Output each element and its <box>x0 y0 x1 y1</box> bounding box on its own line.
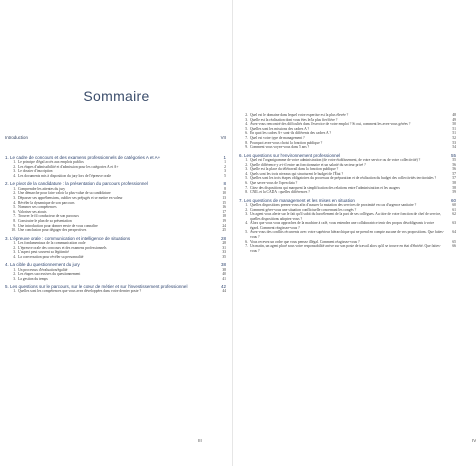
toc-entry-title: Un processus d'évaluation/égalité <box>18 267 68 272</box>
toc-entry-page: 59 <box>452 190 456 195</box>
toc-entry-page: 65 <box>452 239 456 244</box>
toc-entry-page: 10 <box>222 191 226 196</box>
toc-entry-number: 1. <box>13 240 16 245</box>
toc-entry-title: La conversation pour révéler sa personnalité <box>18 254 84 259</box>
toc-entry-page: 51 <box>452 126 456 131</box>
toc-entry-title: Nommer ses compétences <box>18 205 57 210</box>
toc-entry-number: 6. <box>13 209 16 214</box>
toc-entry-number: 1. <box>245 202 248 207</box>
toc-entry-number: 2. <box>245 162 248 167</box>
toc-entry-page: 48 <box>452 113 456 117</box>
toc-entry-page: 44 <box>222 289 226 294</box>
toc-chapter-page: 1 <box>223 154 226 160</box>
toc-entry-title: Vous recevez un ordre que vous pensez illégal. Comment réagissez-vous ? <box>250 239 360 244</box>
toc-entry[interactable] <box>5 228 226 233</box>
toc-entry-title: Valoriser ses atouts <box>18 209 47 214</box>
toc-introduction[interactable] <box>5 135 226 140</box>
toc-entry-page: 5 <box>224 173 226 178</box>
toc-entry-page: 63 <box>452 221 456 226</box>
toc-chapter-page: 8 <box>223 181 226 187</box>
toc-entry-page: 55 <box>452 157 456 162</box>
toc-entry-number: 7. <box>245 244 248 249</box>
toc-chapter-title: 4. La cible du questionnement du jury <box>5 262 80 268</box>
toc-chapter-page: 42 <box>220 284 226 290</box>
toc-entry-number: 2. <box>245 113 248 117</box>
toc-entry-title: Avez-vous rencontré des difficultés dans l'exercice de votre emploi ? Si oui, comment les avez-vous gérées ? <box>250 122 411 127</box>
toc-entry-number: 6. <box>245 239 248 244</box>
toc-entry[interactable] <box>5 277 226 282</box>
toc-entry-title: Que savez-vous de l'open data ? <box>250 180 298 185</box>
toc-entry-number: 3. <box>13 195 16 200</box>
toc-entry-page: 49 <box>452 117 456 122</box>
toc-entry-page: 66 <box>452 244 456 249</box>
toc-entry-page: 41 <box>222 276 226 281</box>
toc-entry-number: 4. <box>13 254 16 259</box>
toc-entry-page: 40 <box>222 272 226 277</box>
toc-introduction-label: Introduction <box>5 135 28 140</box>
toc-entry-title: Un matin, un agent placé sous votre responsabilité arrive sur son poste de travail alors qu'il se trouve en état d'ébriété. Que faites-vous ? <box>250 244 441 253</box>
toc-entry-number: 1. <box>13 160 16 165</box>
toc-entry[interactable] <box>239 244 456 253</box>
toc-entry-title: L'épreuve orale des concours et des examens professionnels <box>18 245 107 250</box>
toc-entry-page: 61 <box>452 207 456 212</box>
toc-chapter-page: 55 <box>450 152 456 158</box>
toc-chapter-title: 6. Les questions sur l'environnement professionnel <box>239 152 341 158</box>
toc-entry-number: 1. <box>13 186 16 191</box>
toc-entry-page: 17 <box>222 209 226 214</box>
toc-chapter-page: 38 <box>220 262 226 268</box>
toc-entry-number: 3. <box>245 167 248 172</box>
toc-entry-page: 35 <box>222 254 226 259</box>
toc-entry-title: Une démarche pour faire valoir la plus-value de sa candidature <box>18 191 111 196</box>
toc-entry-number: 5. <box>13 205 16 210</box>
toc-entry-page: 33 <box>222 250 226 255</box>
toc-entry-number: 3. <box>245 117 248 122</box>
toc-entry-page: 24 <box>222 223 226 228</box>
toc-chapter-title: 7. Les questions de management et les mises en situation <box>239 197 355 203</box>
toc-entry-page: 58 <box>452 185 456 190</box>
left-page <box>0 0 233 466</box>
toc-entry-page: 58 <box>452 180 456 185</box>
toc-entry-number: 1. <box>245 157 248 162</box>
toc-entry-number: 4. <box>245 221 248 226</box>
toc-entry-number: 9. <box>245 145 248 150</box>
toc-entry-title: Les étapes d'admissibilité et d'admission pour les catégories A et A+ <box>18 164 119 169</box>
toc-entry-number: 10. <box>11 228 16 233</box>
toc-entry-number: 4. <box>13 200 16 205</box>
toc-entry[interactable] <box>5 174 226 179</box>
toc-entry-title: En quoi les cadres A+ sont-ils différents des cadres A ? <box>250 131 332 136</box>
toc-entry-page: 28 <box>222 240 226 245</box>
toc-entry-number: 2. <box>13 164 16 169</box>
toc-entry-page: 38 <box>222 267 226 272</box>
toc-entry-title: Quelles dispositions prenez-vous afin d'assurer la mutation des services de proximité en cas d'urgence sanitaire ? <box>250 202 417 207</box>
toc-entry-number: 7. <box>13 214 16 219</box>
toc-entry-number: 5. <box>245 176 248 181</box>
toc-chapter-title: 2. Le pivot de la candidature : la présentation du parcours professionnel <box>5 181 148 187</box>
toc-entry-title: Quelles sont les missions des cadres A ? <box>250 126 310 131</box>
toc-entry-title: Quel est le domaine dans lequel votre expertise est la plus élevée ? <box>250 113 349 117</box>
toc-entry-number: 3. <box>13 250 16 255</box>
toc-entry-page: 16 <box>222 205 226 210</box>
toc-entry-title: Pourquoi avez-vous choisi la fonction publique ? <box>250 140 323 145</box>
toc-entry-page: 52 <box>452 135 456 140</box>
toc-left <box>5 152 226 294</box>
toc-entry[interactable] <box>239 230 456 239</box>
toc-entry-page: 57 <box>452 171 456 176</box>
toc-entry-page: 57 <box>452 176 456 181</box>
toc-entry-title: Quelle est la place du télétravail dans la fonction publique ? <box>250 167 339 172</box>
page-number-right: IV <box>472 438 476 443</box>
toc-entry-page: 25 <box>222 228 226 233</box>
toc-entry-title: Quel est votre type de management ? <box>250 135 305 140</box>
toc-entry-page: 15 <box>222 200 226 205</box>
toc-entry-title: Alors que vous vous approchez de la machine à café, vous entendez une collaboratrice tenir des propos désobligeants à votre égard. Comment réagissez-vous ? <box>250 221 435 230</box>
toc-entry[interactable] <box>5 255 226 260</box>
toc-entry-number: 4. <box>245 171 248 176</box>
toc-entry-number: 4. <box>13 173 16 178</box>
toc-entry-number: 6. <box>245 131 248 136</box>
toc-entry-number: 4. <box>245 122 248 127</box>
toc-entry-page: 3 <box>224 169 226 174</box>
toc-entry-page: 54 <box>452 145 456 150</box>
toc-entry-title: Citez des dispositions qui marquent la simplification des relations entre l'administration et les usagers <box>250 185 400 190</box>
toc-entry-number: 2. <box>13 245 16 250</box>
toc-entry-title: Avez-vous des conflits récurrents avec votre supérieur hiérarchique qui ne prend en compte aucune de vos propositions. Que faites-vous ? <box>250 230 444 240</box>
toc-entry-title: Comprendre les attentes du jury <box>18 186 66 191</box>
toc-entry-page: 13 <box>222 195 226 200</box>
toc-entry-title: Un agent vous alerte sur le fait qu'il subit du harcèlement de la part de ses collègues. Au titre de votre fonction de chef de service, quelles dispositions adoptez-vous ? <box>250 212 442 221</box>
toc-entry[interactable] <box>239 145 456 150</box>
toc-entry-number: 9. <box>13 223 16 228</box>
toc-entry-page: 19 <box>222 218 226 223</box>
toc-entry-page: 56 <box>452 167 456 172</box>
toc-entry-title: CNIL et la CADA : quelles différences ? <box>250 190 310 195</box>
toc-entry-page: 62 <box>452 212 456 217</box>
toc-entry-page: 18 <box>222 214 226 219</box>
toc-entry-title: Quelle différence y a-t-il entre un fonctionnaire et un salarié du secteur privé ? <box>250 162 366 167</box>
toc-entry-title: La gestion du temps <box>18 276 48 281</box>
toc-entry-title: Construire le plan de sa présentation <box>18 218 72 223</box>
toc-entry-number: 3. <box>13 169 16 174</box>
toc-chapter-page: 28 <box>220 235 226 241</box>
toc-entry-title: Les documents mis à disposition du jury lors de l'épreuve orale <box>18 173 112 178</box>
toc-entry-title: Révéler la dynamique de son parcours <box>18 200 75 205</box>
toc-introduction-page: VII <box>220 135 226 140</box>
toc-entry-page: 31 <box>222 245 226 250</box>
toc-entry-number: 8. <box>245 140 248 145</box>
toc-entry-page: 50 <box>452 122 456 127</box>
toc-entry-title: Comment gérer-vous une situation conflictuelle concernant les congés ? <box>250 207 357 212</box>
toc-entry-number: 8. <box>13 218 16 223</box>
toc-entry-title: Les étapes successives du questionnement <box>18 272 81 277</box>
toc-entry-number: 7. <box>245 135 248 140</box>
toc-entry-title: Une conclusion pour dégager des perspectives <box>18 228 87 233</box>
toc-entry-title: L'aspect peut souvent sa légitimité <box>18 250 69 255</box>
toc-entry-page: 1 <box>224 160 226 165</box>
toc-entry-number: 3. <box>245 212 248 217</box>
toc-entry-number: 2. <box>13 191 16 196</box>
toc-entry-title: Quel est l'organigramme de votre administration (de votre établissement, de votre service ou de votre collectivité) ? <box>250 157 421 162</box>
toc-entry-number: 2. <box>245 207 248 212</box>
toc-entry-title: Le dossier d'inscription <box>18 169 53 174</box>
toc-entry-number: 3. <box>13 276 16 281</box>
toc-entry-number: 2. <box>13 272 16 277</box>
toc-entry[interactable] <box>239 212 456 221</box>
toc-entry-number: 6. <box>245 180 248 185</box>
toc-entry-page: 8 <box>224 186 226 191</box>
toc-entry-title: Les fondamentaux de la communication orale <box>18 240 86 245</box>
toc-entry-title: Comment vous voyez-vous dans 5 ans ? <box>250 145 310 150</box>
toc-entry-title: Dépasser ses appréhensions, oublier ses préjugés et se mettre en valeur <box>18 195 123 200</box>
toc-entry[interactable] <box>5 289 226 294</box>
right-page <box>233 0 476 466</box>
toc-entry-page: 2 <box>224 164 226 169</box>
page-title: Sommaire <box>83 88 150 104</box>
toc-entry-page: 51 <box>452 131 456 136</box>
toc-entry-page: 53 <box>452 140 456 145</box>
toc-entry[interactable] <box>239 190 456 195</box>
toc-entry-title: Une introduction pour donner envie de vous connaître <box>18 223 98 228</box>
toc-chapter-title: 1. Le cadre de concours et des examens professionnels de catégories A et A+ <box>5 154 161 160</box>
toc-entry-title: Quelles sont les compétences que vous avez développées dans votre dernier poste ? <box>18 289 142 294</box>
toc-entry-number: 5. <box>245 126 248 131</box>
toc-chapter-title: 5. Les questions sur le parcours, sur le cœur de métier et sur l'investissement professionnel <box>5 284 188 290</box>
toc-chapter-page: 60 <box>450 197 456 203</box>
toc-entry-page: 56 <box>452 162 456 167</box>
toc-entry-number: 1. <box>13 267 16 272</box>
toc-entry-page: 64 <box>452 230 456 235</box>
toc-entry-title: Quelle est la réalisation dont vous êtes le/la plus fier/fière ? <box>250 117 338 122</box>
toc-entry-page: 60 <box>452 202 456 207</box>
toc-entry-number: 1. <box>13 289 16 294</box>
toc-entry-title: Quelles sont les trois étapes obligatoires du processus de préparation et de réalisation du budget des collectivités territoriales ? <box>250 176 437 181</box>
page-number-left: III <box>198 438 202 443</box>
toc-entry-number: 8. <box>245 190 248 195</box>
toc-entry-title: Trouver le fil conducteur de son parcours <box>18 214 79 219</box>
toc-entry-number: 5. <box>245 230 248 235</box>
toc-entry-title: Le principe d'égal accès aux emplois publics <box>18 160 84 165</box>
toc-entry[interactable] <box>239 221 456 230</box>
toc-entry-number: 7. <box>245 185 248 190</box>
toc-right <box>239 113 456 253</box>
toc-chapter-title: 3. L'épreuve orale : communication et intelligence de situations <box>5 235 131 241</box>
toc-entry-title: Quels sont les trois niveaux qui structurent le budget de l'État ? <box>250 171 344 176</box>
